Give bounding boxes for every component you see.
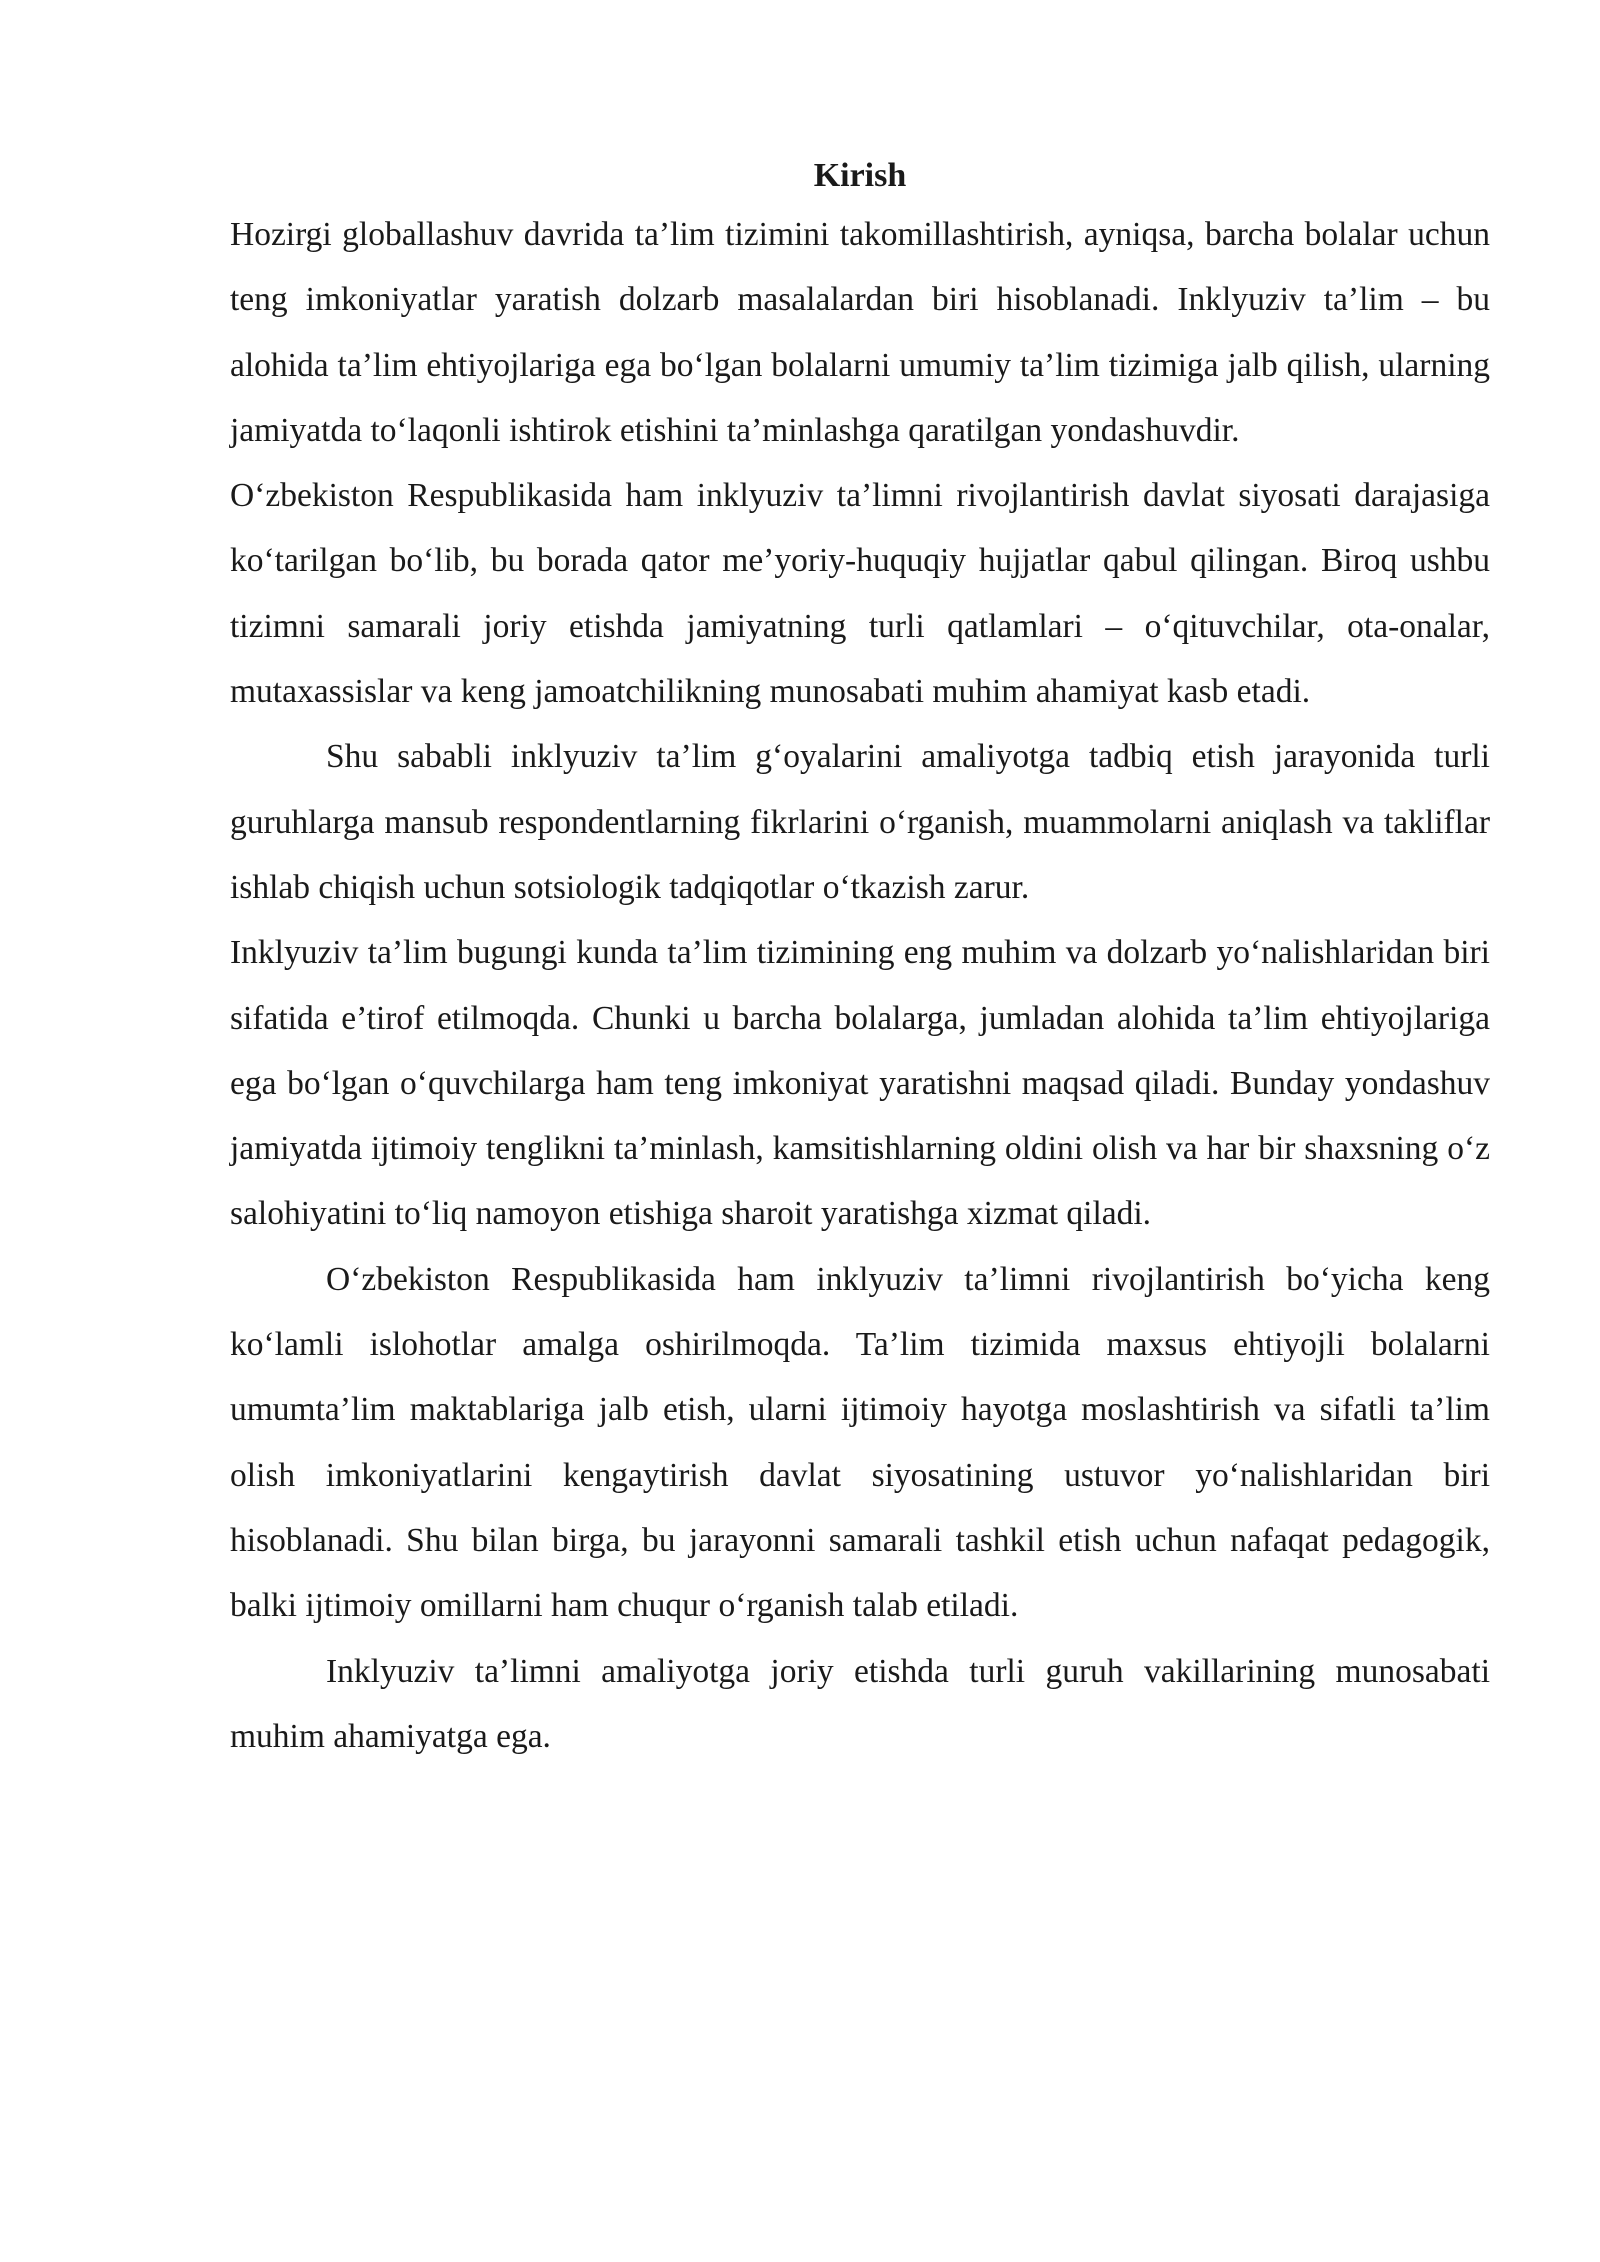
paragraph-3: Shu sababli inklyuziv ta’lim g‘oyalarini amaliyotga tadbiq etish jarayonida turli guruhlarga mansub respondentlarning fikrlarini o‘rganish, muammolarni aniqlash va takliflar ishlab chiqish uchun sotsiologik tadqiqotlar o‘tkazish zarur. xyxy=(230,738,1490,906)
paragraph-1: Hozirgi globallashuv davrida ta’lim tizimini takomillashtirish, ayniqsa, barcha bolalar uchun teng imkoniyatlar yaratish dolzarb masalalardan biri hisoblanadi. Inklyuziv ta’lim – bu alohida ta’lim ehtiyojlariga ega bo‘lgan bolalarni umumiy ta’lim tizimiga jalb qilish, ularning jamiyatda to‘laqonli ishtirok etishini ta’minlashga qaratilgan yondashuvdir. xyxy=(230,216,1490,449)
paragraph-4: Inklyuziv ta’lim bugungi kunda ta’lim tizimining eng muhim va dolzarb yo‘nalishlaridan biri sifatida e’tirof etilmoqda. Chunki u barcha bolalarga, jumladan alohida ta’lim ehtiyojlariga ega bo‘lgan o‘quvchilarga ham teng imkoniyat yaratishni maqsad qiladi. Bunday yondashuv jamiyatda ijtimoiy tenglikni ta’minlash, kamsitishlarning oldini olish va har bir shaxsning o‘z salohiyatini to‘liq namoyon etishiga sharoit yaratishga xizmat qiladi. xyxy=(230,934,1490,1233)
paragraph-2: O‘zbekiston Respublikasida ham inklyuziv ta’limni rivojlantirish davlat siyosati darajasiga ko‘tarilgan bo‘lib, bu borada qator me’yoriy-huquqiy hujjatlar qabul qilingan. Biroq ushbu tizimni samarali joriy etishda jamiyatning turli qatlamlari – o‘qituvchilar, ota-onalar, mutaxassislar va keng jamoatchilikning munosabati muhim ahamiyat kasb etadi. xyxy=(230,477,1490,711)
paragraph-5: O‘zbekiston Respublikasida ham inklyuziv ta’limni rivojlantirish bo‘yicha keng ko‘lamli islohotlar amalga oshirilmoqda. Ta’lim tizimida maxsus ehtiyojli bolalarni umumta’lim maktablariga jalb etish, ularni ijtimoiy hayotga moslashtirish va sifatli ta’lim olish imkoniyatlarini kengaytirish davlat siyosatining ustuvor yo‘nalishlaridan biri hisoblanadi. Shu bilan birga, bu jarayonni samarali tashkil etish uchun nafaqat pedagogik, balki ijtimoiy omillarni ham chuqur o‘rganish talab etiladi. xyxy=(230,1260,1490,1625)
paragraph-6: Inklyuziv ta’limni amaliyotga joriy etishda turli guruh vakillarining munosabati muhim ahamiyatga ega. xyxy=(230,1652,1490,1755)
document-body xyxy=(230,150,1490,1769)
document-title: Kirish xyxy=(813,157,907,194)
